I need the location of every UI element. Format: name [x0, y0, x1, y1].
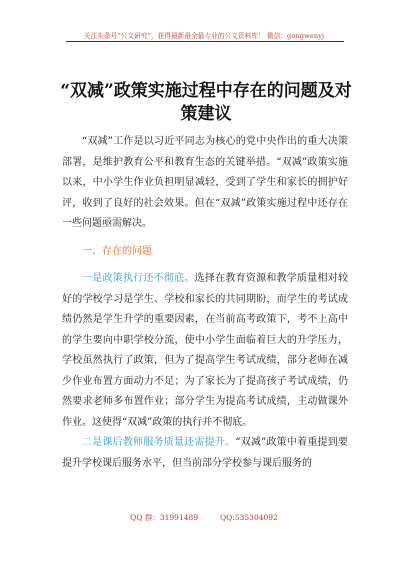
section-heading: 一、存在的问题 [82, 245, 152, 257]
footer-qq-group: QQ 群：31991489 [130, 513, 199, 522]
intro-paragraph: “双减”工作是以习近平同志为核心的党中央作出的重大决策部署，是维护教育公平和教育生态的关键举措。“双减”政策实施以来，中小学生作业负担明显减轻，受到了学生和家长的拥护好评，收到了良好的社会效果。但在“双减”政策实施过程中还存在一些问题亟需解决。 [62, 136, 348, 229]
footer-qq: QQ:535304092 [220, 513, 278, 522]
header-banner: 关注头条号“公文研究”，获得最新最全最专业的公文资料库！ 微信：gongwenyj [83, 32, 325, 40]
document-title: “双减”政策实施过程中存在的问题及对策建议 [60, 81, 352, 124]
document-body [62, 132, 348, 474]
point-2-paragraph [62, 433, 348, 474]
header-divider [66, 41, 344, 42]
point-1-text: 选择在教育资源和教学质量相对较好的学校学习是学生、学校和家长的共同期盼，而学生的考试成绩仍然是学生升学的重要因素，在当前高考政策下，考不上高中的学生要向中职学校分流，使中小学生面临着巨大的升学压力，学校虽然执行了政策，但为了提高学生考试成绩，部分老师在减少作业布置方面动力不足；为了家长为了提高孩子考试成绩，仍然要求老师多布置作业；部分学生为提高考试成绩，主动做课外作业。这使得“双减”政策的执行并不彻底。 [62, 273, 349, 428]
footer-contact [0, 512, 408, 523]
point-2-text: “双减”政策中着重提到要提升学校课后服务水平，但当前部分学校参与课后服务的 [62, 437, 348, 469]
point-2-lead: 二是课后教师服务质量还需提升。 [82, 437, 236, 448]
point-1-lead: 一是政策执行还不彻底。 [82, 273, 195, 284]
point-1-paragraph [62, 269, 348, 433]
